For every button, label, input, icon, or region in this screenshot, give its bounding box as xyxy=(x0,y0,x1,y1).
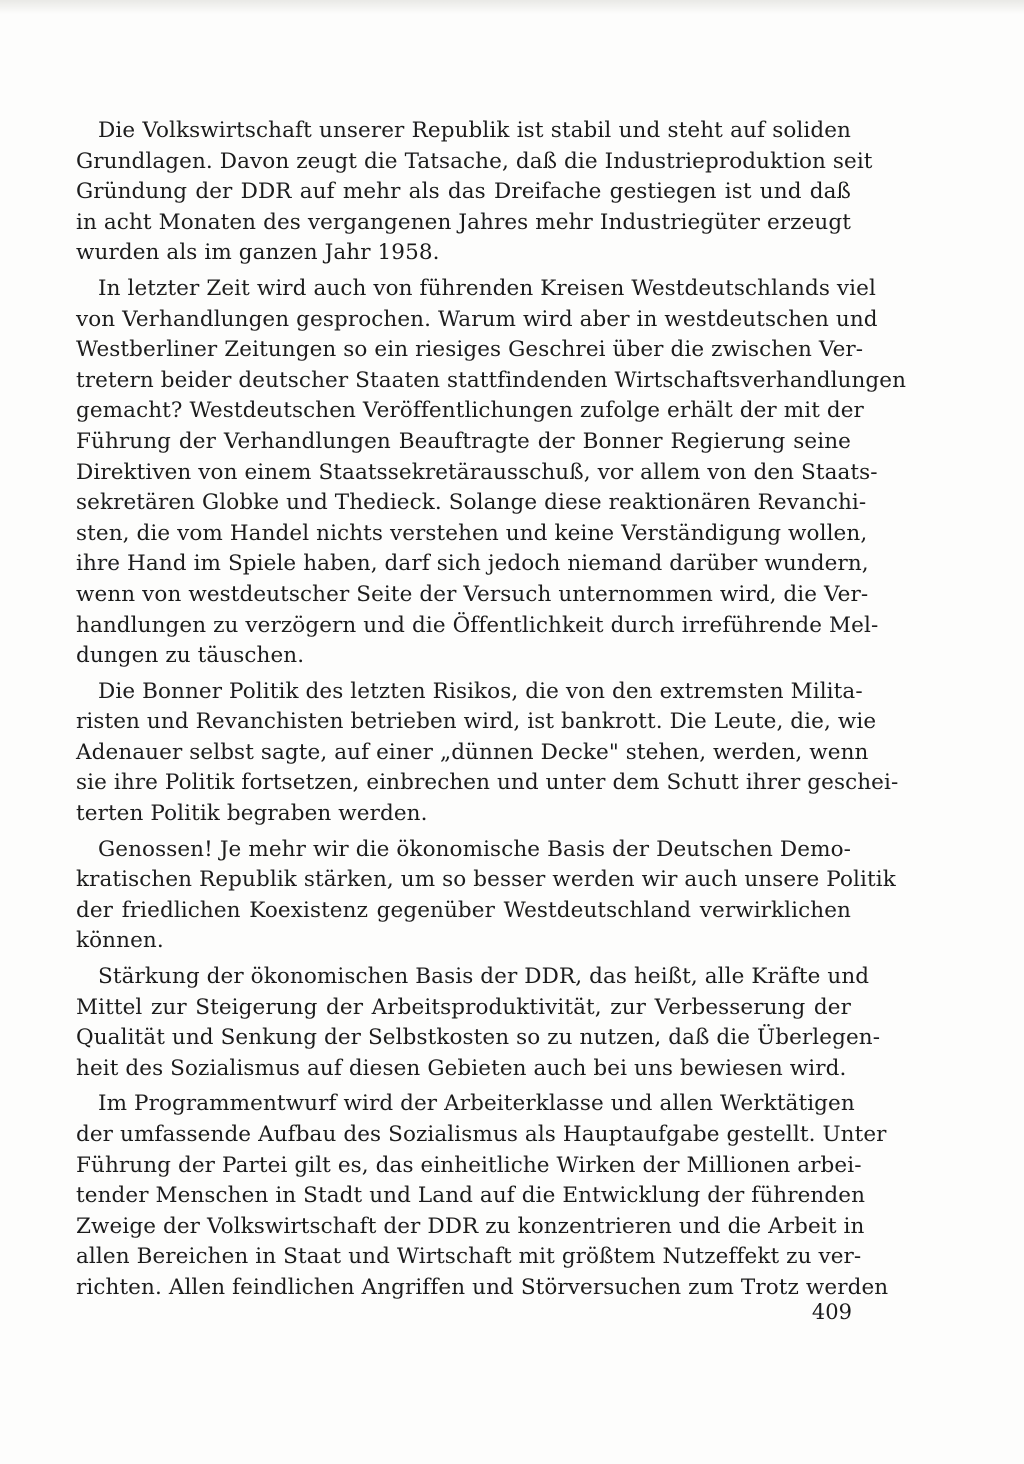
text-line: Qualität und Senkung der Selbstkosten so zu nutzen, daß die Überlegen- xyxy=(76,1025,881,1051)
text-line: sie ihre Politik fortsetzen, einbrechen und unter dem Schutt ihrer geschei- xyxy=(76,770,899,796)
text-line: kratischen Republik stärken, um so besser werden wir auch unsere Politik xyxy=(76,867,896,893)
text-line: allen Bereichen in Staat und Wirtschaft mit größtem Nutzeffekt zu ver- xyxy=(76,1244,862,1270)
text-line: Zweige der Volkswirtschaft der DDR zu konzentrieren und die Arbeit in xyxy=(76,1213,865,1239)
text-line: Im Programmentwurf wird der Arbeiterklasse und allen Werktätigen xyxy=(98,1091,855,1117)
paragraph xyxy=(76,962,881,1084)
text-line: der friedlichen Koexistenz gegenüber Westdeutschland verwirklichen xyxy=(76,897,851,923)
paragraph xyxy=(76,116,873,269)
text-line: risten und Revanchisten betrieben wird, ist bankrott. Die Leute, die, wie xyxy=(76,709,877,735)
page-number: 409 xyxy=(811,1300,852,1324)
text-line: tretern beider deutscher Staaten stattfindenden Wirtschaftsverhandlungen xyxy=(76,367,907,393)
paragraph xyxy=(76,677,899,830)
text-line: Gründung der DDR auf mehr als das Dreifache gestiegen ist und daß xyxy=(76,179,851,205)
text-line: terten Politik begraben werden. xyxy=(76,801,428,827)
text-line: Die Bonner Politik des letzten Risikos, die von den extremsten Milita- xyxy=(98,678,863,704)
paragraph xyxy=(76,835,896,957)
text-line: in acht Monaten des vergangenen Jahres mehr Industriegüter erzeugt xyxy=(76,209,851,235)
body-text xyxy=(76,116,907,1304)
text-line: tender Menschen in Stadt und Land auf die Entwicklung der führenden xyxy=(76,1183,866,1209)
text-line: Die Volkswirtschaft unserer Republik ist stabil und steht auf soliden xyxy=(98,118,851,143)
text-line: sekretären Globke und Thedieck. Solange diese reaktionären Revanchi- xyxy=(76,490,867,516)
text-line: dungen zu täuschen. xyxy=(76,643,305,669)
text-line: Führung der Verhandlungen Beauftragte der Bonner Regierung seine xyxy=(76,428,851,454)
text-line: Führung der Partei gilt es, das einheitliche Wirken der Millionen arbei- xyxy=(76,1152,862,1178)
text-line: wenn von westdeutscher Seite der Versuch unternommen wird, die Ver- xyxy=(76,581,869,607)
text-line: Direktiven von einem Staatssekretärausschuß, vor allem von den Staats- xyxy=(76,459,878,485)
text-line: In letzter Zeit wird auch von führenden Kreisen Westdeutschlands viel xyxy=(98,275,876,301)
text-line: der umfassende Aufbau des Sozialismus als Hauptaufgabe gestellt. Unter xyxy=(76,1122,887,1147)
text-line: Mittel zur Steigerung der Arbeitsproduktivität, zur Verbesserung der xyxy=(76,994,851,1020)
paragraph xyxy=(76,1089,889,1303)
text-line: heit des Sozialismus auf diesen Gebieten auch bei uns bewiesen wird. xyxy=(76,1055,847,1081)
text-line: gemacht? Westdeutschen Veröffentlichungen zufolge erhält der mit der xyxy=(76,398,864,424)
text-line: sten, die vom Handel nichts verstehen und keine Verständigung wollen, xyxy=(76,520,868,546)
text-line: Grundlagen. Davon zeugt die Tatsache, daß die Industrieproduktion seit xyxy=(76,148,873,174)
text-line: können. xyxy=(76,928,164,954)
text-line: Westberliner Zeitungen so ein riesiges Geschrei über die zwischen Ver- xyxy=(76,337,864,363)
text-line: Adenauer selbst sagte, auf einer „dünnen Decke" stehen, werden, wenn xyxy=(76,739,869,765)
text-line: handlungen zu verzögern und die Öffentlichkeit durch irreführende Mel- xyxy=(76,612,879,638)
text-line: von Verhandlungen gesprochen. Warum wird aber in westdeutschen und xyxy=(76,306,878,332)
page-top-edge xyxy=(0,0,1024,14)
text-line: Stärkung der ökonomischen Basis der DDR, das heißt, alle Kräfte und xyxy=(98,964,870,990)
text-line: richten. Allen feindlichen Angriffen und Störversuchen zum Trotz werden xyxy=(76,1274,889,1300)
text-line: Genossen! Je mehr wir die ökonomische Basis der Deutschen Demo- xyxy=(98,836,851,862)
text-line: ihre Hand im Spiele haben, darf sich jedoch niemand darüber wundern, xyxy=(76,551,869,577)
paragraph xyxy=(76,274,907,672)
text-line: wurden als im ganzen Jahr 1958. xyxy=(76,240,440,266)
